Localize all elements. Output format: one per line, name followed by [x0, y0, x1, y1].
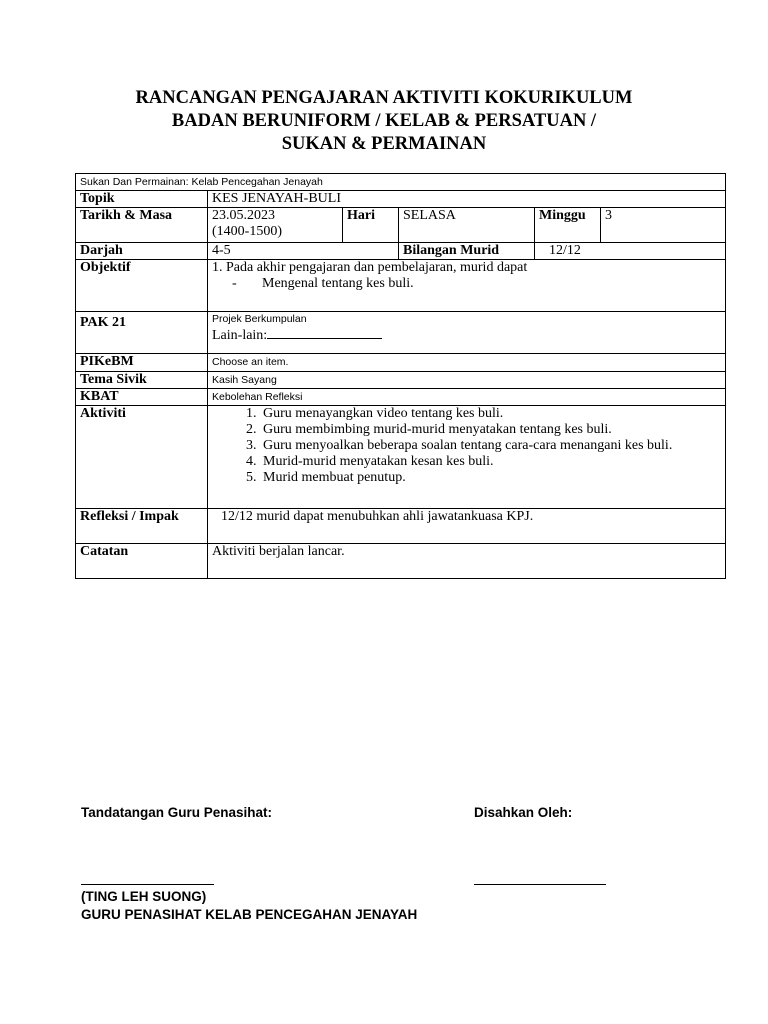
- hari-label: Hari: [343, 208, 399, 243]
- refleksi-value: 12/12 murid dapat menubuhkan ahli jawatankuasa KPJ.: [208, 509, 726, 544]
- aktiviti-item: 4. Murid-murid menyatakan kesan kes buli.: [260, 454, 719, 470]
- objektif-bullet: [212, 276, 721, 292]
- approver-signature-label: Disahkan Oleh:: [474, 805, 573, 820]
- pak-cell: [208, 312, 726, 354]
- advisor-name: (TING LEH SUONG): [81, 889, 207, 904]
- objektif-line-1: 1. Pada akhir pengajaran dan pembelajaran, murid dapat: [212, 260, 528, 275]
- aktiviti-item: 5. Murid membuat penutup.: [260, 470, 719, 486]
- row-pak21: [76, 312, 726, 354]
- pak-other-label: Lain-lain:: [212, 328, 268, 343]
- advisor-signature-line: [81, 884, 214, 885]
- tarikh-cell: [208, 208, 343, 243]
- row-category: [76, 174, 726, 191]
- row-darjah: [76, 243, 726, 260]
- catatan-label: Catatan: [76, 544, 208, 579]
- row-tarikh: [76, 208, 726, 243]
- topik-label: Topik: [76, 191, 208, 208]
- row-kbat: [76, 389, 726, 406]
- tarikh-time: (1400-1500): [212, 224, 282, 239]
- title-line-1: RANCANGAN PENGAJARAN AKTIVITI KOKURIKULUM: [135, 88, 633, 108]
- darjah-value: 4-5: [208, 243, 399, 260]
- row-catatan: [76, 544, 726, 579]
- aktiviti-list: [212, 406, 719, 486]
- minggu-value: 3: [601, 208, 726, 243]
- row-aktiviti: [76, 406, 726, 509]
- approver-signature-line: [474, 884, 606, 885]
- darjah-label: Darjah: [76, 243, 208, 260]
- row-tema: [76, 372, 726, 389]
- advisor-title: GURU PENASIHAT KELAB PENCEGAHAN JENAYAH: [81, 907, 418, 922]
- title-line-3: SUKAN & PERMAINAN: [281, 134, 487, 154]
- advisor-signature-label: Tandatangan Guru Penasihat:: [81, 805, 273, 820]
- tarikh-date: 23.05.2023: [212, 208, 275, 223]
- pikebm-value[interactable]: Choose an item.: [208, 354, 726, 372]
- document-title: [0, 87, 768, 156]
- title-line-2: BADAN BERUNIFORM / KELAB & PERSATUAN /: [171, 111, 597, 131]
- hari-value: SELASA: [399, 208, 535, 243]
- category-label: Sukan Dan Permainan:: [80, 176, 189, 188]
- aktiviti-item: 1. Guru menayangkan video tentang kes buli.: [260, 406, 719, 422]
- aktiviti-item: 2. Guru membimbing murid-murid menyatakan tentang kes buli.: [260, 422, 719, 438]
- kbat-value[interactable]: Kebolehan Refleksi: [208, 389, 726, 406]
- objektif-line-2: Mengenal tentang kes buli.: [262, 276, 414, 291]
- tema-label: Tema Sivik: [76, 372, 208, 389]
- aktiviti-cell: [208, 406, 726, 509]
- pak-value: Projek Berkumpulan: [212, 313, 307, 325]
- objektif-label: Objektif: [76, 260, 208, 312]
- bilangan-value: 12/12: [535, 243, 726, 260]
- tarikh-label: Tarikh & Masa: [76, 208, 208, 243]
- topik-value: KES JENAYAH-BULI: [208, 191, 726, 208]
- row-objektif: [76, 260, 726, 312]
- row-topik: [76, 191, 726, 208]
- aktiviti-item: 3. Guru menyoalkan beberapa soalan tentang cara-cara menangani kes buli.: [260, 438, 719, 454]
- minggu-label: Minggu: [535, 208, 601, 243]
- catatan-value: Aktiviti berjalan lancar.: [208, 544, 726, 579]
- refleksi-label: Refleksi / Impak: [76, 509, 208, 544]
- lesson-plan-table: [75, 173, 726, 579]
- aktiviti-label: Aktiviti: [76, 406, 208, 509]
- category-cell: [76, 174, 726, 191]
- category-value: Kelab Pencegahan Jenayah: [191, 176, 323, 188]
- pak-label: PAK 21: [76, 312, 208, 354]
- objektif-cell: [208, 260, 726, 312]
- tema-value[interactable]: Kasih Sayang: [208, 372, 726, 389]
- pak-other: [212, 326, 721, 344]
- row-pikebm: [76, 354, 726, 372]
- objektif-dash: -: [232, 276, 237, 291]
- pak-other-blank[interactable]: [267, 326, 382, 339]
- bilangan-label: Bilangan Murid: [399, 243, 535, 260]
- kbat-label: KBAT: [76, 389, 208, 406]
- row-refleksi: [76, 509, 726, 544]
- pikebm-label: PIKeBM: [76, 354, 208, 372]
